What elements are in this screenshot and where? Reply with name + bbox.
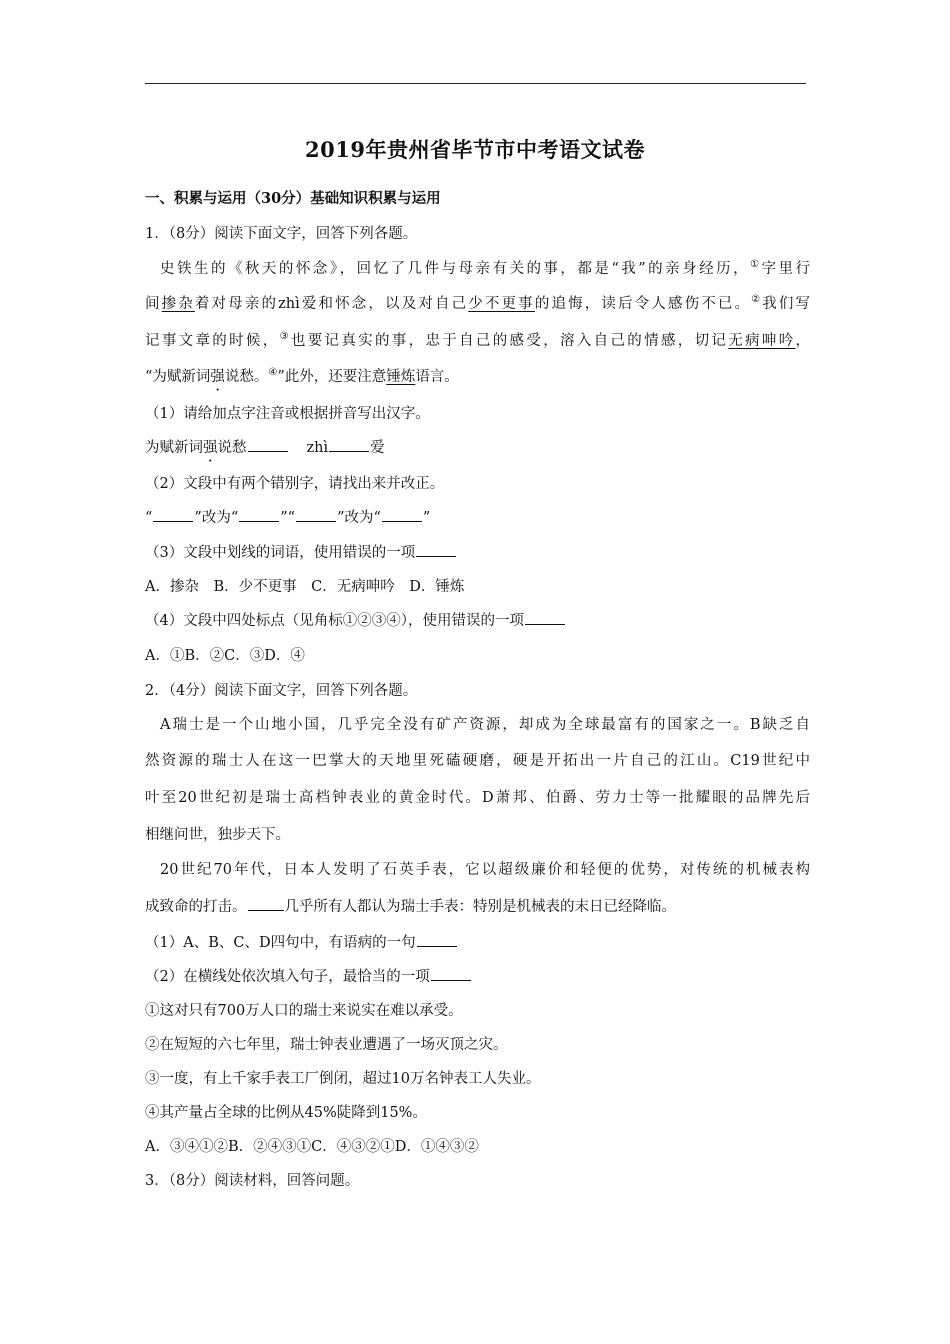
text: ”此外，还要注意 [277, 369, 387, 385]
answer-blank[interactable] [248, 898, 284, 911]
footnote-mark: ③ [279, 331, 291, 342]
text: 的追悔，读后令人感伤不已。 [534, 296, 752, 312]
text: 我们写 [762, 296, 811, 312]
text: “ [145, 510, 153, 526]
text: ”改为“ [337, 510, 381, 526]
q1-passage-line-3 [145, 331, 810, 351]
text: 史铁生的《秋天的怀念》，回忆了几件与母亲有关的事，都是“我”的亲身经历， [160, 261, 751, 277]
answer-blank[interactable] [525, 612, 565, 625]
dotted-char: 强 [210, 369, 225, 385]
text: ” [422, 510, 431, 526]
answer-blank[interactable] [329, 439, 369, 452]
answer-blank[interactable] [296, 509, 336, 522]
q1-sub2: （2）文段中有两个错别字，请找出来并改正。 [145, 476, 445, 492]
text: 也要记真实的事，忠于自己的感受，溶入自己的情感，切记 [290, 333, 729, 349]
q2-sentence-2: ②在短短的六七年里，瑞士钟表业遭遇了一场灭顶之灾。 [145, 1037, 508, 1053]
header-rule [145, 83, 806, 84]
text: 语言。 [415, 369, 459, 385]
text: 着对母亲的zhì爱和怀念，以及对自己 [194, 296, 469, 312]
text: ”改为“ [194, 510, 239, 526]
text: ” [280, 510, 288, 526]
footnote-mark: ④ [268, 367, 278, 378]
text: 几乎所有人都认为瑞士手表：特别是机械表的末日已经降临。 [284, 899, 676, 915]
q1-sub1: （1）请给加点字注音或根据拼音写出汉字。 [145, 406, 430, 422]
underlined-word: 锤炼 [386, 369, 416, 385]
answer-blank[interactable] [248, 439, 288, 452]
text: “为赋新词 [145, 369, 211, 385]
text: （4）文段中四处标点（见角标①②③④），使用错误的一项 [145, 613, 524, 629]
q1-sub4-options: A．①B．②C．③D．④ [145, 648, 305, 664]
q2-options: A．③④①②B．②④③①C．④③②①D．①④③② [145, 1139, 479, 1155]
q2-passage-line-3: 叶至20世纪初是瑞士高档钟表业的黄金时代。D萧邦、伯爵、劳力士等一批耀眼的品牌先后 [145, 790, 810, 806]
q1-sub1-answer [145, 438, 810, 458]
text: 间 [145, 296, 162, 312]
page-title: 2019年贵州省毕节市中考语文试卷 [305, 137, 645, 162]
answer-blank[interactable] [153, 509, 193, 522]
text: 为赋新词 [145, 440, 203, 456]
q1-sub2-answer [145, 508, 810, 528]
answer-blank[interactable] [417, 934, 457, 947]
q2-passage-line-1: A瑞士是一个山地小国，几乎完全没有矿产资源，却成为全球最富有的国家之一。B缺乏自 [160, 717, 810, 733]
q2-passage-line-5: 20世纪70年代，日本人发明了石英手表，它以超级廉价和轻便的优势，对传统的机械表构 [160, 862, 810, 878]
text: 字里行 [761, 261, 811, 277]
text: zhì [306, 440, 329, 456]
text: “ [287, 510, 296, 526]
dotted-char: 强 [203, 440, 218, 456]
footnote-mark: ① [750, 259, 762, 270]
q3-stem: 3．（8分）阅读材料，回答问题。 [145, 1173, 360, 1189]
q1-passage-line-1 [160, 259, 810, 279]
underlined-word: 无病呻吟 [728, 333, 796, 349]
q1-passage-line-2 [145, 294, 810, 314]
q2-sentence-1: ①这对只有700万人口的瑞士来说实在难以承受。 [145, 1003, 463, 1019]
footnote-mark: ② [751, 294, 763, 305]
underlined-word: 掺杂 [161, 296, 195, 312]
q1-stem: 1．（8分）阅读下面文字，回答下列各题。 [145, 226, 418, 242]
text: 爱 [370, 440, 385, 456]
text: ， [795, 333, 811, 349]
q2-sentence-3: ③一度，有上千家手表工厂倒闭，超过10万名钟表工人失业。 [145, 1071, 541, 1087]
q1-sub3-options: A．掺杂 B．少不更事 C．无病呻吟 D．锤炼 [145, 579, 465, 595]
text: 说愁。 [224, 369, 269, 385]
text: 成致命的打击。 [145, 899, 247, 915]
q1-sub3 [145, 543, 810, 563]
q2-passage-line-2: 然资源的瑞士人在这一巴掌大的天地里死磕硬磨，硬是开拓出一片自己的江山。C19世纪中 [145, 753, 810, 769]
q2-passage-line-4: 相继问世，独步天下。 [145, 827, 290, 843]
text: 记事文章的时候， [145, 333, 280, 349]
answer-blank[interactable] [382, 509, 422, 522]
text: 说愁 [217, 440, 247, 456]
q2-sub1 [145, 933, 810, 953]
q1-sub4 [145, 611, 810, 631]
answer-blank[interactable] [431, 968, 471, 981]
text: （3）文段中划线的词语，使用错误的一项 [145, 545, 416, 561]
answer-blank[interactable] [416, 544, 456, 557]
answer-blank[interactable] [239, 509, 279, 522]
q2-sub2 [145, 967, 810, 987]
text: （2）在横线处依次填入句子，最恰当的一项 [145, 969, 430, 985]
q2-passage-line-6 [145, 897, 810, 917]
text: （1）A、B、C、D四句中，有语病的一句 [145, 935, 416, 951]
underlined-word: 少不更事 [468, 296, 535, 312]
q2-sentence-4: ④其产量占全球的比例从45%陡降到15%。 [145, 1105, 427, 1121]
q2-stem: 2．（4分）阅读下面文字，回答下列各题。 [145, 683, 418, 699]
q1-passage-line-4 [145, 367, 810, 387]
section-heading: 一、积累与运用（30分）基础知识积累与运用 [145, 190, 441, 207]
